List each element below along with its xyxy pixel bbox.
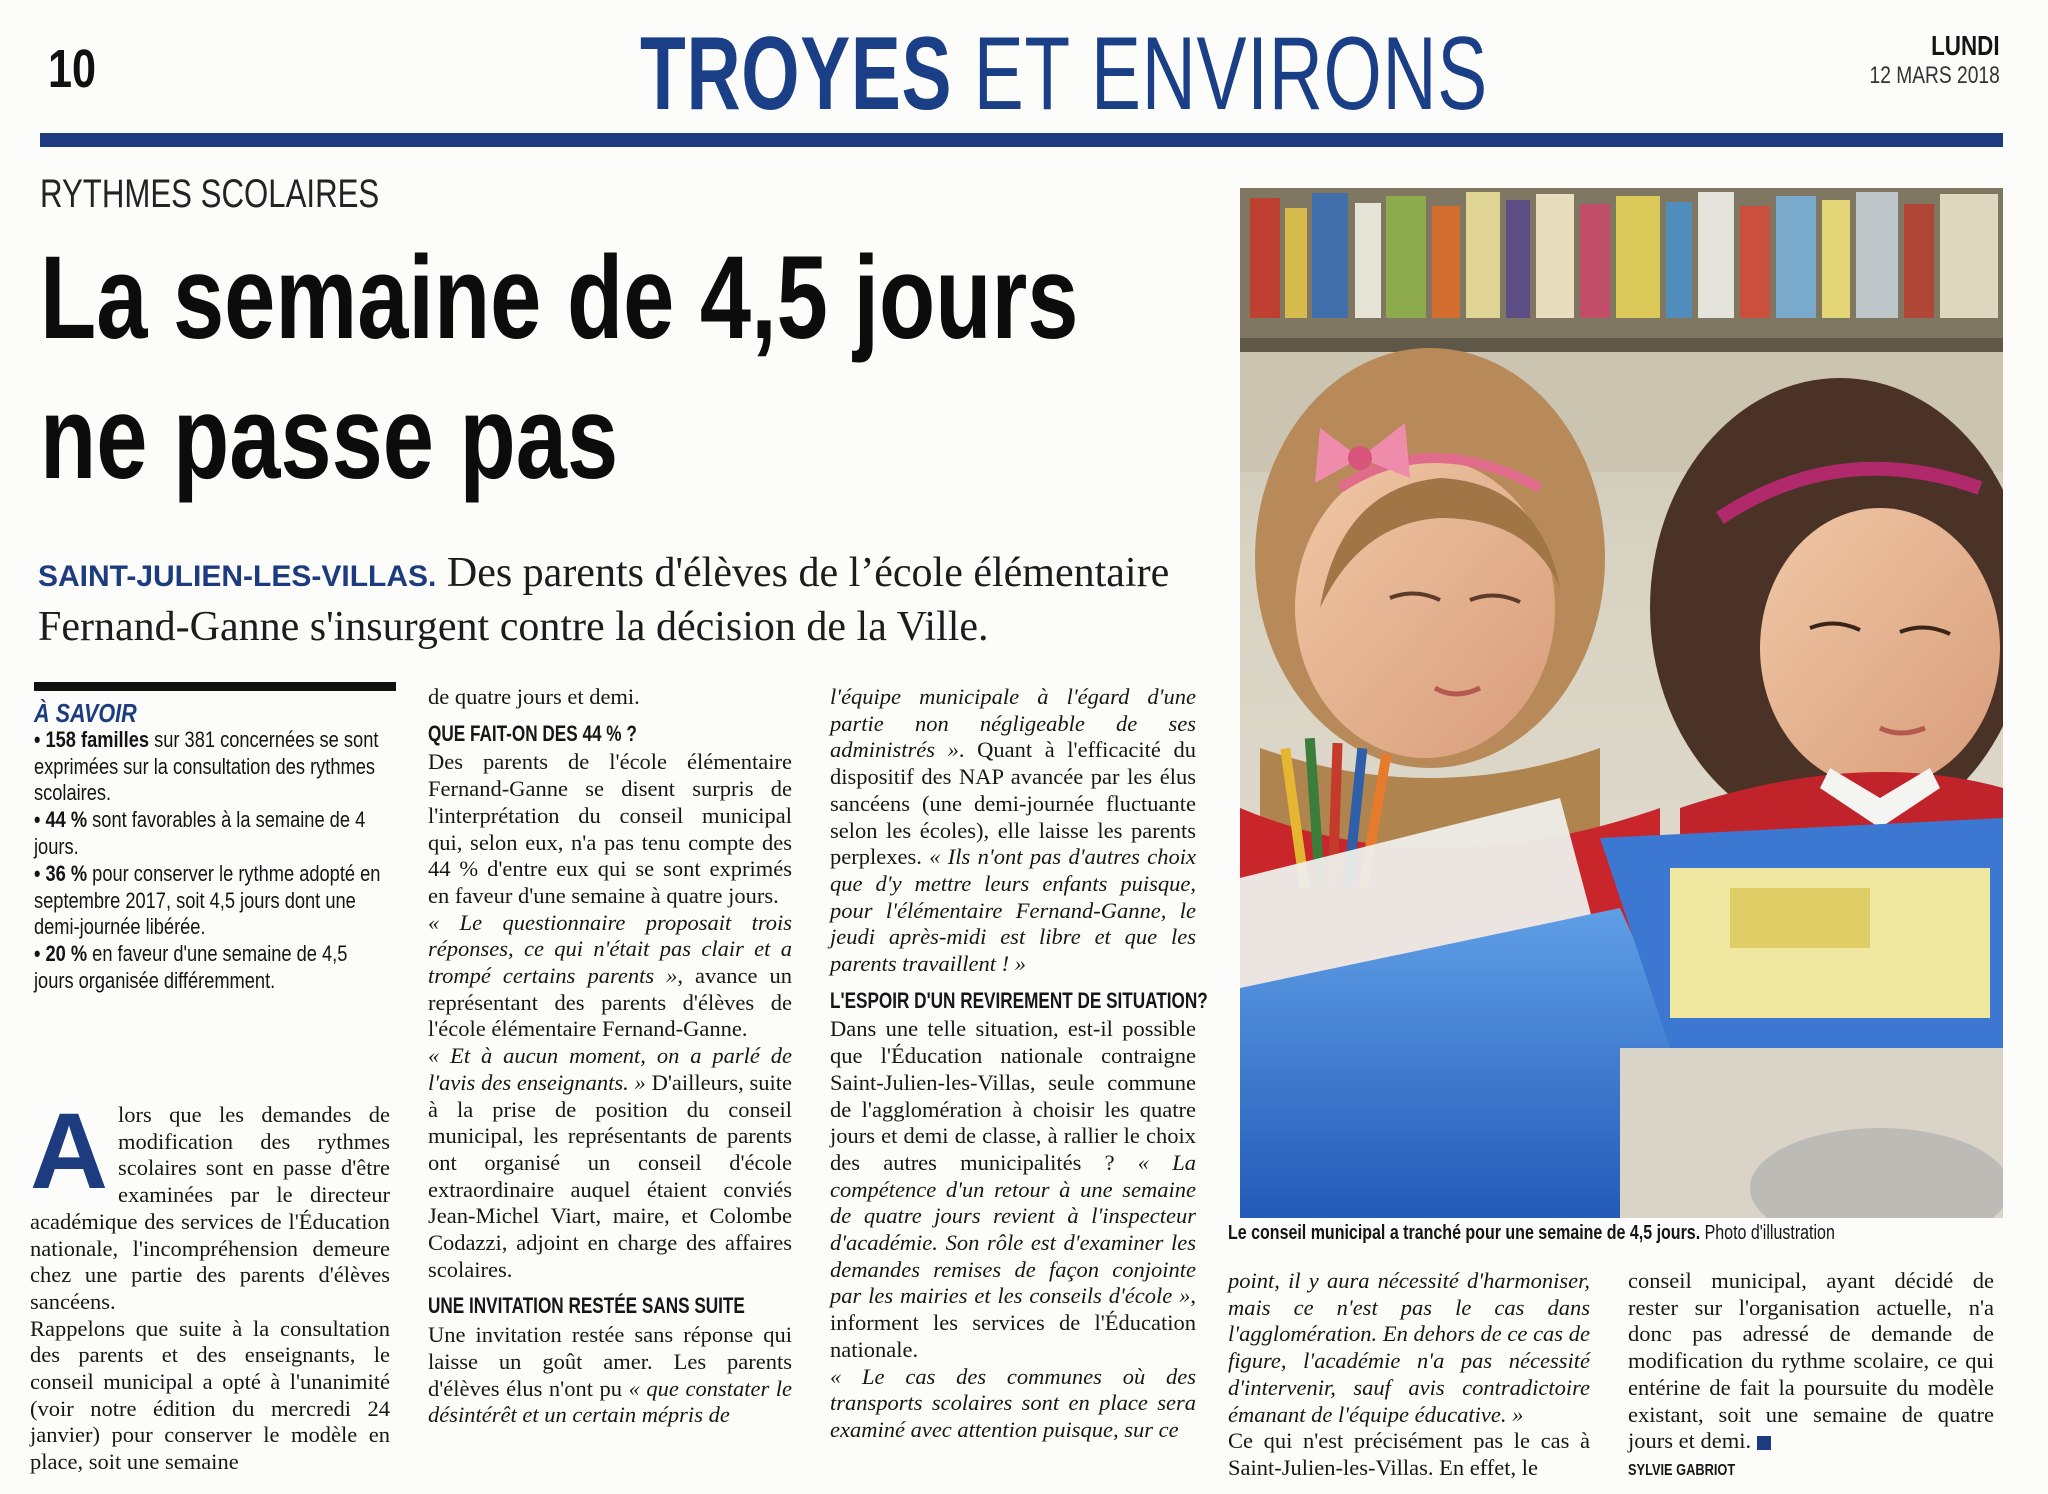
header-rule (40, 133, 2003, 147)
subheading: QUE FAIT-ON DES 44 % ? (428, 720, 637, 746)
standfirst-text: Des parents d'élèves de l’école élémentaire Fernand-Ganne s'insurgent contre la décision de la Ville. (38, 550, 1170, 650)
subheading: UNE INVITATION RESTÉE SANS SUITE (428, 1293, 745, 1319)
savoir-item: • 36 % pour conserver le rythme adopté en septembre 2017, soit 4,5 jours dont une demi-journée libérée. (34, 860, 381, 940)
section-title (640, 16, 1488, 132)
paragraph: Rappelons que suite à la consultation des parents et des enseignants, le conseil municipal a opté à l'unanimité (voir notre édition du mercredi 24 janvier) pour conserver le modèle en place, soit une semaine (30, 1315, 390, 1475)
paragraph: de quatre jours et demi. (428, 684, 640, 709)
byline: SYLVIE GABRIOT (1628, 1461, 1736, 1479)
article-standfirst (38, 548, 1228, 652)
caption-credit: Photo d'illustration (1700, 1222, 1835, 1244)
paragraph: conseil municipal, ayant décidé de rester sur l'organisation actuelle, n'a donc pas adressé de demande de modification du rythme scolaire, ce qui entérine de fait la poursuite du modèle existant, soit une semaine de quatre jours et demi. (1628, 1268, 1994, 1454)
savoir-rule (34, 682, 396, 691)
issue-day: LUNDI (1931, 30, 2000, 61)
section-title-bold: TROYES (640, 16, 953, 132)
savoir-item: • 158 familles sur 381 concernées se sont exprimées sur la consultation des rythmes scolaires. (34, 726, 379, 806)
paragraph: Dans une telle situation, est-il possible que l'Éducation nationale contraigne Saint-Julien-les-Villas, seule commune de l'agglomération à choisir les quatre jours et demi de classe, à rallier le choix des autres municipalités ? « La compétence d'un retour à une semaine de quatre jours revient à l'inspecteur d'académie. Son rôle est d'examiner les demandes remises de façon conjointe par les mairies et les conseils d'école », informent les services de l'Éducation nationale. (830, 1016, 1196, 1362)
headline-line-2: ne passe pas (40, 372, 619, 504)
paragraph: Ce qui n'est précisément pas le cas à Saint-Julien-les-Villas. En effet, le (1228, 1428, 1590, 1480)
body-column-5 (1628, 1268, 1994, 1485)
issue-date: 12 MARS 2018 (1869, 62, 2000, 89)
body-column-3 (830, 684, 1208, 1444)
paragraph: « Le questionnaire proposait trois réponses, ce qui n'était pas clair et a trompé certains parents », avance un représentant des parents d'élèves de l'école élémentaire Fernand-Ganne. (428, 909, 793, 1042)
paragraph: lors que les demandes de modification des rythmes scolaires sont en passe d'être examinées par le directeur académique des services de l'Éducation nationale, l'incompréhension demeure chez une partie des parents d'élèves sancéens. (30, 1102, 390, 1314)
paragraph: « Et à aucun moment, on a parlé de l'avis des enseignants. » D'ailleurs, suite à la prise de position du conseil municipal, les représentants de parents ont organisé un conseil d'école extraordinaire auquel étaient conviés Jean-Michel Viart, maire, et Colombe Codazzi, adjoint en charge des affaires scolaires. (428, 1043, 792, 1282)
savoir-kicker: À SAVOIR (34, 698, 137, 728)
savoir-item: • 20 % en faveur d'une semaine de 4,5 jours organisée différemment. (34, 941, 348, 993)
body-column-2 (428, 684, 792, 1429)
photo-caption (1228, 1222, 1835, 1245)
standfirst-place: SAINT-JULIEN-LES-VILLAS. (38, 560, 437, 593)
drop-cap: A (30, 1090, 108, 1211)
article-photo (1240, 188, 2003, 1218)
body-column-4 (1228, 1268, 1590, 1482)
end-mark (1757, 1436, 1771, 1450)
paragraph: « Le cas des communes où des transports scolaires sont en place sera examiné avec attention puisque, sur ce (830, 1363, 1196, 1442)
article-rubric: RYTHMES SCOLAIRES (40, 172, 380, 216)
article-headline (40, 228, 1078, 508)
headline-line-1: La semaine de 4,5 jours (40, 232, 1079, 364)
paragraph: Une invitation restée sans réponse qui laisse un goût amer. Les parents d'élèves élus n'ont pu « que constater le désintérêt et un certain mépris de (428, 1322, 793, 1428)
section-title-light: ET ENVIRONS (973, 16, 1488, 132)
caption-text: Le conseil municipal a tranché pour une semaine de 4,5 jours. (1228, 1222, 1701, 1244)
subheading: L'ESPOIR D'UN REVIREMENT DE SITUATION? (830, 987, 1208, 1013)
paragraph: l'équipe municipale à l'égard d'une partie non négligeable de ses administrés ». Quant à l'efficacité du dispositif des NAP avancée par les élus sancéens (une demi-journée fluctuante selon les écoles), elle laisse les parents perplexes. « Ils n'ont pas d'autres choix que d'y mettre leurs enfants puisque, pour l'élémentaire Fernand-Ganne, le jeudi après-midi est libre et que les parents travaillent ! » (830, 684, 1196, 977)
body-column-1 (30, 1090, 390, 1476)
paragraph: point, il y aura nécessité d'harmoniser, mais ce n'est pas le cas dans l'agglomération. En dehors de ce cas de figure, l'académie n'a pas nécessité d'intervenir, sauf avis contradictoire émanant de l'équipe éducative. » (1228, 1268, 1590, 1427)
paragraph: Des parents de l'école élémentaire Fernand-Ganne se disent surpris de l'interprétation du conseil municipal qui, selon eux, n'a pas tenu compte des 44 % d'entre eux qui se sont exprimés en faveur d'une semaine à quatre jours. (428, 749, 792, 908)
page-number: 10 (48, 39, 97, 99)
savoir-item: • 44 % sont favorables à la semaine de 4 jours. (34, 807, 366, 859)
savoir-box (34, 700, 389, 995)
